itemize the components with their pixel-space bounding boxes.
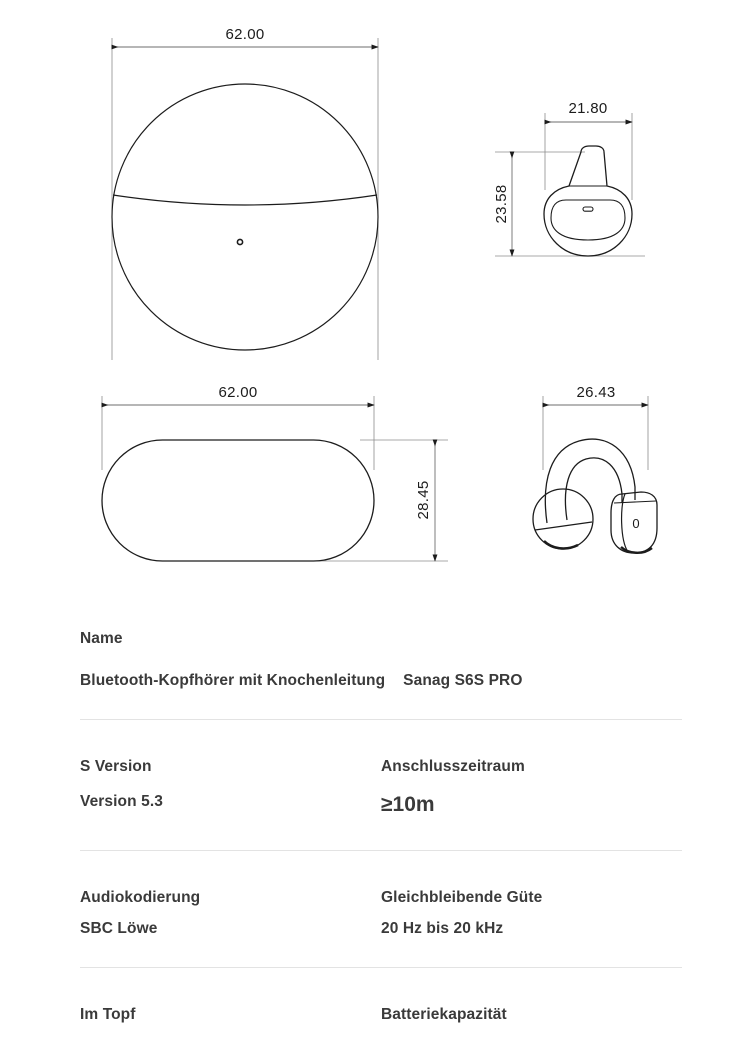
speaker-pod-contact <box>544 541 578 548</box>
spec-cell-range <box>381 758 682 816</box>
spec-label-name: Name <box>80 630 123 647</box>
speaker-pod-seam <box>535 522 592 530</box>
spec-label-frequency: Gleichbleibende Güte <box>381 889 543 907</box>
dimension-label-width: 62.00 <box>218 384 258 401</box>
body-outline <box>102 440 374 561</box>
spec-cell-version <box>80 758 381 816</box>
spec-label-in-pot: Im Topf <box>80 1006 136 1024</box>
spec-value-range: ≥10m <box>381 793 435 817</box>
spec-label-battery: Batteriekapazität <box>381 1006 507 1024</box>
drawing-bottom-right <box>533 384 657 553</box>
dimension-label-height: 28.45 <box>415 480 432 520</box>
spec-label-range: Anschlusszeitraum <box>381 758 525 776</box>
battery-pod-seam <box>614 501 656 503</box>
spec-value-frequency: 20 Hz bis 20 kHz <box>381 920 504 938</box>
mic-hole <box>237 239 242 244</box>
table-row <box>80 600 682 719</box>
dimension-label-width: 21.80 <box>568 100 608 117</box>
ear-hook-inner <box>565 458 622 520</box>
spec-cell-frequency <box>381 889 682 937</box>
pod-marking-label: 0 <box>632 516 640 531</box>
drawing-bottom-left <box>102 384 448 561</box>
seam-line <box>113 195 377 205</box>
spec-label-version: S Version <box>80 758 152 776</box>
spec-value-product-name: Bluetooth-Kopfhörer mit Knochenleitung <box>80 672 386 690</box>
slot-detail <box>583 207 593 211</box>
dimension-label-width: 62.00 <box>225 26 265 43</box>
table-row <box>80 719 682 850</box>
spec-cell-codec <box>80 889 381 937</box>
dimension-label-height: 23.58 <box>493 184 510 224</box>
spec-cell-battery <box>381 1006 682 1023</box>
speaker-pod-outline <box>533 489 593 549</box>
drawing-top-left <box>112 26 378 360</box>
drawing-top-right <box>493 100 645 256</box>
table-row <box>80 850 682 967</box>
spec-value-model: Sanag S6S PRO <box>403 672 523 690</box>
spec-value-row <box>80 672 682 689</box>
spec-value-codec: SBC Löwe <box>80 920 158 938</box>
spec-cell-name <box>80 630 682 689</box>
specification-table <box>0 600 750 1063</box>
spec-cell-in-pot <box>80 1006 381 1023</box>
table-row <box>80 967 682 1063</box>
dimension-label-width: 26.43 <box>576 384 616 401</box>
spec-label-codec: Audiokodierung <box>80 889 201 907</box>
spec-value-version: Version 5.3 <box>80 793 163 811</box>
body-outline <box>112 84 378 350</box>
speaker-plate-outline <box>551 200 625 240</box>
